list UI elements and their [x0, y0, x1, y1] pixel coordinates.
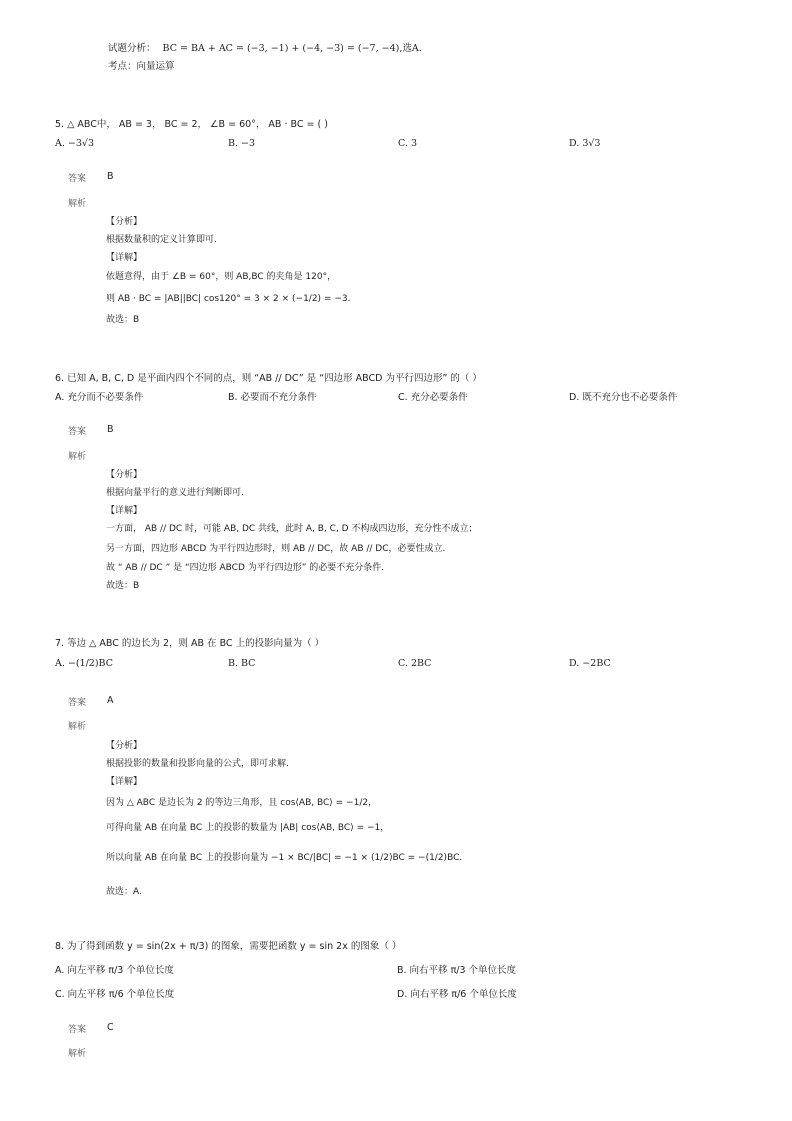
q7-conclusion: 故选：A. [106, 887, 142, 897]
q7-option-b: B. BC [228, 658, 256, 669]
q5-option-c: C. 3 [398, 138, 418, 149]
q5-answer: B [107, 171, 114, 182]
q7-analysis-label: 解析 [68, 722, 87, 732]
q5-analysis-tag: 【分析】 [106, 217, 143, 227]
q8-stem: 8. 为了得到函数 y = sin(2x + π/3) 的图象，需要把函数 y = sin 2x 的图象（ ） [55, 941, 402, 952]
q8-answer: C [107, 1022, 114, 1033]
q6-detail-2: 另一方面，四边形 ABCD 为平行四边形时，则 AB // DC，故 AB // DC，必要性成立. [106, 544, 446, 554]
q5-analysis-text: 根据数量积的定义计算即可. [106, 235, 217, 245]
q5-detail-2: 则 AB · BC = |AB||BC| cos120° = 3 × 2 × (−1/2) = −3. [106, 294, 351, 304]
q8-option-d: D. 向右平移 π/6 个单位长度 [397, 989, 517, 1000]
q8-option-b: B. 向右平移 π/3 个单位长度 [397, 965, 517, 976]
q7-detail-3: 所以向量 AB 在向量 BC 上的投影向量为 −1 × BC/|BC| = −1 × (1/2)BC = −(1/2)BC. [106, 853, 463, 863]
q5-detail-tag: 【详解】 [106, 253, 143, 263]
q6-detail-tag: 【详解】 [106, 506, 143, 516]
q6-detail-1: 一方面， AB // DC 时，可能 AB, DC 共线，此时 A, B, C, D 不构成四边形，充分性不成立； [106, 524, 478, 534]
q6-answer: B [107, 424, 114, 435]
q7-detail-2: 可得向量 AB 在向量 BC 上的投影的数量为 |AB| cos⟨AB, BC⟩ = −1， [106, 823, 390, 833]
q8-option-c: C. 向左平移 π/6 个单位长度 [55, 989, 175, 1000]
q5-option-d: D. 3√3 [569, 138, 601, 149]
q7-detail-1: 因为 △ ABC 是边长为 2 的等边三角形，且 cos⟨AB, BC⟩ = −1/2， [106, 798, 378, 808]
q8-analysis-label: 解析 [68, 1049, 87, 1059]
q7-option-a: A. −(1/2)BC [55, 658, 113, 669]
prev-analysis-line [108, 40, 422, 54]
q5-analysis-label: 解析 [68, 199, 87, 209]
q5-stem: 5. △ ABC中， AB = 3， BC = 2， ∠B = 60°， AB · BC = ( ) [55, 119, 328, 130]
q6-stem: 6. 已知 A, B, C, D 是平面内四个不同的点，则 “AB // DC” 是 “四边形 ABCD 为平行四边形” 的（ ） [55, 373, 482, 384]
q8-option-a: A. 向左平移 π/3 个单位长度 [55, 965, 174, 976]
q6-detail-3: 故 “ AB // DC ” 是 “四边形 ABCD 为平行四边形” 的必要不充分条件. [106, 563, 385, 573]
q7-analysis-tag: 【分析】 [106, 741, 143, 751]
analysis-prefix: 试题分析： [108, 43, 156, 54]
q6-conclusion: 故选：B [106, 581, 140, 591]
analysis-formula: BC = BA + AC = (−3, −1) + (−4, −3) = (−7, −4),选A. [162, 43, 422, 54]
q5-detail-1: 依题意得，由于 ∠B = 60°，则 AB,BC 的夹角是 120°， [106, 272, 337, 282]
q8-answer-label: 答案 [68, 1025, 87, 1035]
q5-conclusion: 故选：B [106, 315, 140, 325]
q6-analysis-tag: 【分析】 [106, 470, 143, 480]
q7-detail-tag: 【详解】 [106, 777, 143, 787]
q6-option-b: B. 必要而不充分条件 [228, 392, 317, 403]
q7-option-d: D. −2BC [569, 658, 611, 669]
q5-option-a: A. −3√3 [55, 138, 95, 149]
q7-analysis-text: 根据投影的数量和投影向量的公式，即可求解. [106, 759, 289, 769]
q6-analysis-label: 解析 [68, 452, 87, 462]
q7-answer: A [107, 695, 114, 706]
q6-option-c: C. 充分必要条件 [398, 392, 468, 403]
knowledge-point: 考点：向量运算 [108, 61, 175, 72]
q5-answer-label: 答案 [68, 174, 87, 184]
q6-answer-label: 答案 [68, 427, 87, 437]
q7-option-c: C. 2BC [398, 658, 432, 669]
q7-stem: 7. 等边 △ ABC 的边长为 2，则 AB 在 BC 上的投影向量为（ ） [55, 638, 325, 649]
q6-option-a: A. 充分而不必要条件 [55, 392, 144, 403]
q5-option-b: B. −3 [228, 138, 256, 149]
q6-option-d: D. 既不充分也不必要条件 [569, 392, 678, 403]
q6-analysis-text: 根据向量平行的意义进行判断即可. [106, 488, 244, 498]
q7-answer-label: 答案 [68, 698, 87, 708]
